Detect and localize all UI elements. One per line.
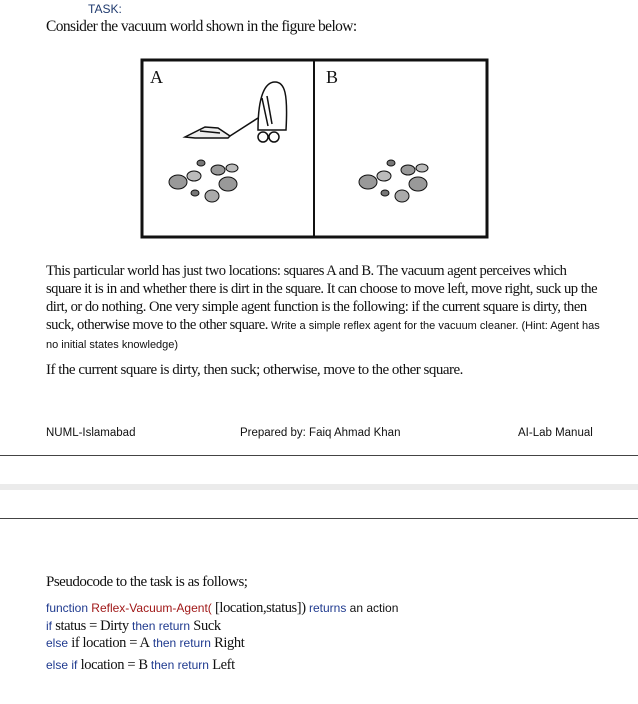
task-label: TASK: — [88, 2, 122, 16]
code-action: Right — [210, 635, 245, 651]
code-keyword: returns — [305, 601, 347, 615]
code-keyword: function — [46, 601, 89, 615]
pseudocode-line-3 — [46, 635, 244, 652]
code-function-name: Reflex-Vacuum-Agent( — [91, 601, 212, 615]
task-description — [46, 262, 602, 354]
code-return-desc: an action — [346, 601, 399, 615]
code-keyword: then return — [147, 658, 209, 672]
vacuum-cleaner-icon — [185, 82, 287, 142]
footer-institution: NUML-Islamabad — [46, 427, 136, 439]
code-keyword: else if — [46, 658, 78, 672]
dirt-b-icon — [359, 160, 428, 202]
code-keyword: else — [46, 636, 69, 650]
code-keyword: then return — [128, 619, 191, 633]
footer-author: Prepared by: Faiq Ahmad Khan — [240, 427, 401, 439]
page-divider-top — [0, 455, 638, 456]
answer-text: If the current square is dirty, then suck; otherwise, move to the other square. — [46, 362, 463, 378]
code-condition: if location = A — [68, 635, 150, 651]
footer-manual: AI-Lab Manual — [518, 427, 593, 439]
intro-text: Consider the vacuum world shown in the figure below: — [46, 18, 357, 35]
pseudocode-line-2 — [46, 618, 221, 635]
page-gap — [0, 484, 638, 490]
page-divider-bottom — [0, 518, 638, 519]
code-condition: location = B — [77, 657, 148, 673]
code-action: Left — [208, 657, 235, 673]
task-instruction: Write a simple reflex agent for the vacuum cleaner. (Hint: Agent has no initial states knowledge) — [46, 320, 600, 351]
square-b-label: B — [326, 67, 339, 87]
dirt-a-icon — [169, 160, 238, 202]
square-a-label: A — [150, 67, 163, 87]
code-keyword: if — [46, 619, 52, 633]
code-keyword: then return — [149, 636, 211, 650]
vacuum-world-figure — [140, 58, 489, 239]
pseudocode-intro: Pseudocode to the task is as follows; — [46, 574, 248, 590]
code-action: Suck — [190, 618, 221, 634]
task-description-serif: This particular world has just two locations: squares A and B. The vacuum agent perceives which square it is in and whether there is dirt in the square. It can choose to move left, move right, suck up the dirt, or do nothing. One very simple agent function is the following: if the current square is dirty, then suck, otherwise move to the other square. — [46, 263, 598, 333]
pseudocode-line-1 — [46, 600, 398, 617]
pseudocode-line-4 — [46, 657, 235, 674]
code-args: [location,status]) — [211, 600, 306, 616]
code-condition: status = Dirty — [52, 618, 129, 634]
